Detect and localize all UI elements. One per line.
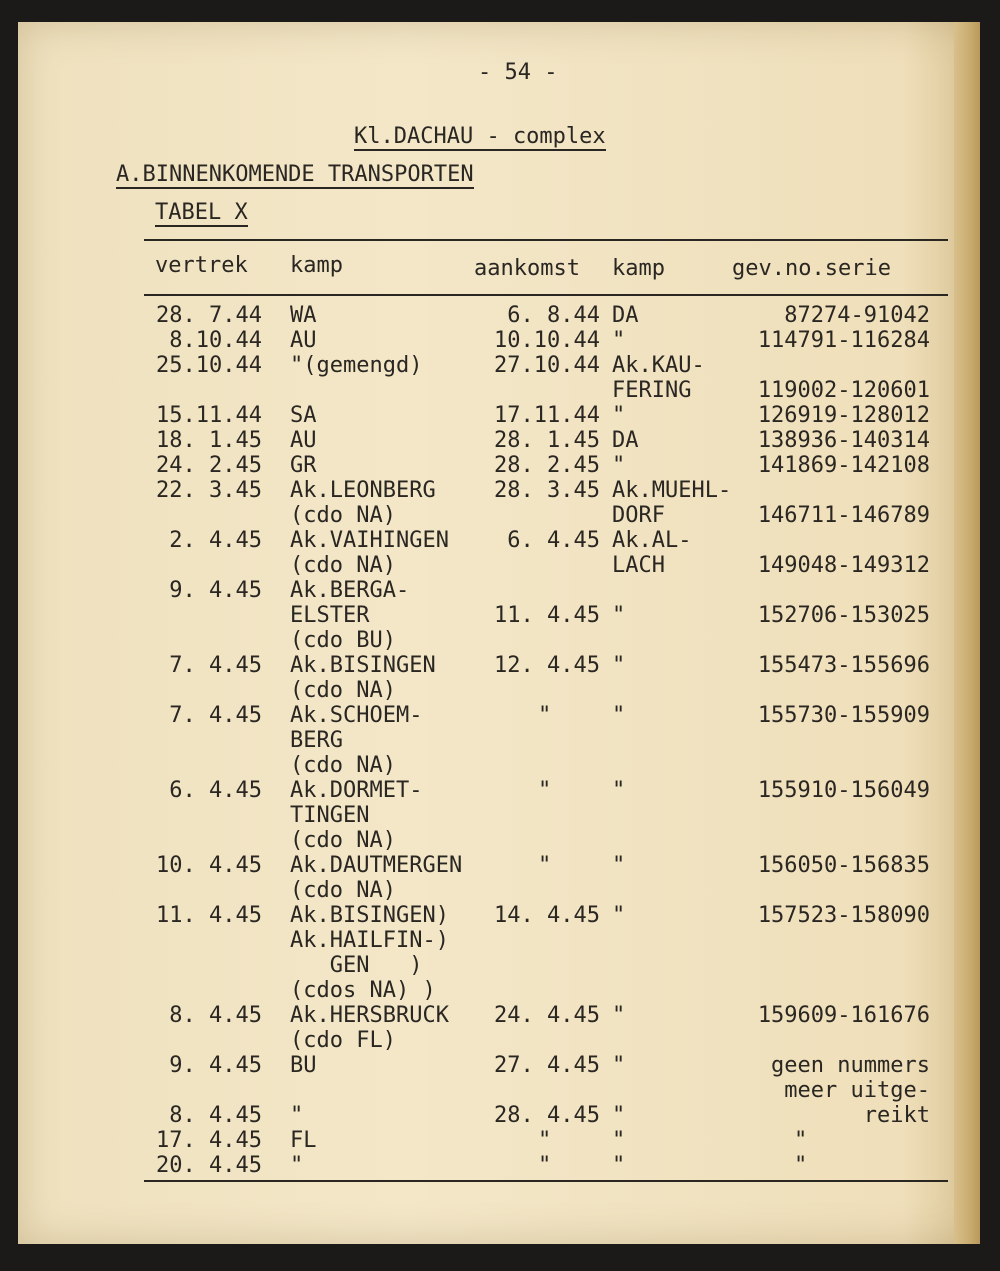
cell-dest-camp: " bbox=[612, 653, 626, 678]
cell-serial: 141869-142108 bbox=[757, 453, 930, 478]
cell-departure: 6. 4.45 bbox=[169, 778, 262, 803]
cell-camp: BU bbox=[290, 1053, 317, 1078]
cell-departure: 7. 4.45 bbox=[169, 653, 262, 678]
cell-camp: BERG bbox=[290, 728, 343, 753]
cell-camp: (cdo FL) bbox=[290, 1028, 396, 1053]
cell-arrival: 14. 4.45 bbox=[494, 903, 600, 928]
cell-serial: " bbox=[794, 1153, 808, 1178]
page-title: Kl.DACHAU - complex bbox=[354, 124, 606, 149]
cell-departure: 20. 4.45 bbox=[156, 1153, 262, 1178]
cell-departure: 9. 4.45 bbox=[169, 1053, 262, 1078]
cell-dest-camp: " bbox=[612, 853, 626, 878]
cell-camp: (cdo NA) bbox=[290, 553, 396, 578]
cell-dest-camp: DA bbox=[612, 303, 639, 328]
cell-serial: 119002-120601 bbox=[757, 378, 930, 403]
cell-camp: (cdos NA) ) bbox=[290, 978, 436, 1003]
col-header-departure: vertrek bbox=[155, 253, 248, 278]
cell-dest-camp: Ak.KAU- bbox=[612, 353, 705, 378]
cell-camp: " bbox=[290, 1103, 304, 1128]
col-header-arrival: aankomst bbox=[474, 256, 580, 281]
cell-dest-camp: " bbox=[612, 603, 626, 628]
cell-serial: 159609-161676 bbox=[757, 1003, 930, 1028]
cell-camp: AU bbox=[290, 328, 317, 353]
cell-departure: 9. 4.45 bbox=[169, 578, 262, 603]
header-top-rule bbox=[144, 239, 948, 241]
cell-arrival: 17.11.44 bbox=[494, 403, 600, 428]
cell-camp: (cdo NA) bbox=[290, 753, 396, 778]
cell-arrival: 24. 4.45 bbox=[494, 1003, 600, 1028]
cell-departure: 8.10.44 bbox=[169, 328, 262, 353]
cell-serial: meer uitge- bbox=[784, 1078, 930, 1103]
cell-arrival: " bbox=[538, 1128, 552, 1153]
cell-arrival: 28. 2.45 bbox=[494, 453, 600, 478]
col-header-camp: kamp bbox=[290, 253, 343, 278]
cell-dest-camp: LACH bbox=[612, 553, 665, 578]
cell-dest-camp: " bbox=[612, 328, 626, 353]
cell-camp: Ak.BISINGEN bbox=[290, 653, 436, 678]
page-number: - 54 - bbox=[478, 60, 558, 85]
cell-camp: ELSTER bbox=[290, 603, 370, 628]
cell-dest-camp: Ak.MUEHL- bbox=[612, 478, 732, 503]
cell-arrival: 6. 8.44 bbox=[507, 303, 600, 328]
cell-departure: 15.11.44 bbox=[156, 403, 262, 428]
cell-arrival: " bbox=[538, 1153, 552, 1178]
cell-departure: 17. 4.45 bbox=[156, 1128, 262, 1153]
cell-arrival: 28. 4.45 bbox=[494, 1103, 600, 1128]
cell-camp: (cdo NA) bbox=[290, 878, 396, 903]
cell-camp: "(gemengd) bbox=[290, 353, 423, 378]
cell-arrival: 12. 4.45 bbox=[494, 653, 600, 678]
cell-serial: 149048-149312 bbox=[757, 553, 930, 578]
cell-arrival: " bbox=[538, 853, 552, 878]
cell-camp: SA bbox=[290, 403, 317, 428]
col-header-serial: gev.no.serie bbox=[732, 256, 891, 281]
cell-arrival: 11. 4.45 bbox=[494, 603, 600, 628]
table-bottom-rule bbox=[144, 1180, 948, 1182]
cell-serial: 114791-116284 bbox=[757, 328, 930, 353]
cell-arrival: " bbox=[538, 778, 552, 803]
cell-dest-camp: " bbox=[612, 1053, 626, 1078]
cell-arrival: " bbox=[538, 703, 552, 728]
cell-camp: Ak.BISINGEN) bbox=[290, 903, 449, 928]
cell-departure: 18. 1.45 bbox=[156, 428, 262, 453]
cell-camp: Ak.DAUTMERGEN bbox=[290, 853, 463, 878]
cell-departure: 22. 3.45 bbox=[156, 478, 262, 503]
cell-serial: 87274-91042 bbox=[784, 303, 930, 328]
cell-arrival: 28. 3.45 bbox=[494, 478, 600, 503]
document-page bbox=[18, 22, 980, 1244]
cell-serial: geen nummers bbox=[771, 1053, 930, 1078]
cell-arrival: 27. 4.45 bbox=[494, 1053, 600, 1078]
document-content bbox=[18, 22, 980, 1244]
cell-arrival: 28. 1.45 bbox=[494, 428, 600, 453]
cell-camp: Ak.HAILFIN-) bbox=[290, 928, 449, 953]
cell-departure: 2. 4.45 bbox=[169, 528, 262, 553]
cell-departure: 7. 4.45 bbox=[169, 703, 262, 728]
cell-camp: " bbox=[290, 1153, 304, 1178]
cell-serial: 156050-156835 bbox=[757, 853, 930, 878]
cell-serial: reikt bbox=[863, 1103, 930, 1128]
cell-dest-camp: " bbox=[612, 1153, 626, 1178]
cell-departure: 28. 7.44 bbox=[156, 303, 262, 328]
cell-departure: 8. 4.45 bbox=[169, 1003, 262, 1028]
cell-camp: Ak.BERGA- bbox=[290, 578, 410, 603]
cell-camp: (cdo NA) bbox=[290, 678, 396, 703]
cell-departure: 11. 4.45 bbox=[156, 903, 262, 928]
cell-camp: (cdo NA) bbox=[290, 828, 396, 853]
header-bottom-rule bbox=[144, 294, 948, 296]
cell-camp: Ak.SCHOEM- bbox=[290, 703, 423, 728]
cell-camp: GEN ) bbox=[290, 953, 423, 978]
section-heading: A.BINNENKOMENDE TRANSPORTEN bbox=[116, 162, 474, 187]
cell-dest-camp: DA bbox=[612, 428, 639, 453]
cell-serial: 138936-140314 bbox=[757, 428, 930, 453]
cell-dest-camp: " bbox=[612, 403, 626, 428]
cell-camp: Ak.LEONBERG bbox=[290, 478, 436, 503]
cell-camp: TINGEN bbox=[290, 803, 370, 828]
cell-camp: FL bbox=[290, 1128, 317, 1153]
table-label: TABEL X bbox=[155, 200, 248, 225]
cell-camp: (cdo NA) bbox=[290, 503, 396, 528]
cell-dest-camp: FERING bbox=[612, 378, 692, 403]
cell-serial: " bbox=[794, 1128, 808, 1153]
cell-camp: Ak.VAIHINGEN bbox=[290, 528, 449, 553]
cell-dest-camp: " bbox=[612, 703, 626, 728]
cell-camp: AU bbox=[290, 428, 317, 453]
cell-serial: 155910-156049 bbox=[757, 778, 930, 803]
cell-departure: 10. 4.45 bbox=[156, 853, 262, 878]
cell-arrival: 27.10.44 bbox=[494, 353, 600, 378]
cell-dest-camp: DORF bbox=[612, 503, 665, 528]
cell-camp: GR bbox=[290, 453, 317, 478]
cell-dest-camp: " bbox=[612, 778, 626, 803]
cell-serial: 155473-155696 bbox=[757, 653, 930, 678]
cell-dest-camp: Ak.AL- bbox=[612, 528, 692, 553]
cell-camp: Ak.DORMET- bbox=[290, 778, 423, 803]
cell-departure: 24. 2.45 bbox=[156, 453, 262, 478]
cell-dest-camp: " bbox=[612, 1128, 626, 1153]
cell-serial: 157523-158090 bbox=[757, 903, 930, 928]
cell-dest-camp: " bbox=[612, 1103, 626, 1128]
cell-camp: WA bbox=[290, 303, 317, 328]
cell-serial: 155730-155909 bbox=[757, 703, 930, 728]
cell-arrival: 10.10.44 bbox=[494, 328, 600, 353]
cell-serial: 152706-153025 bbox=[757, 603, 930, 628]
col-header-dest-camp: kamp bbox=[612, 256, 665, 281]
cell-dest-camp: " bbox=[612, 1003, 626, 1028]
cell-departure: 8. 4.45 bbox=[169, 1103, 262, 1128]
cell-departure: 25.10.44 bbox=[156, 353, 262, 378]
cell-camp: (cdo BU) bbox=[290, 628, 396, 653]
cell-serial: 146711-146789 bbox=[757, 503, 930, 528]
cell-dest-camp: " bbox=[612, 903, 626, 928]
cell-dest-camp: " bbox=[612, 453, 626, 478]
cell-arrival: 6. 4.45 bbox=[507, 528, 600, 553]
cell-serial: 126919-128012 bbox=[757, 403, 930, 428]
cell-camp: Ak.HERSBRUCK bbox=[290, 1003, 449, 1028]
